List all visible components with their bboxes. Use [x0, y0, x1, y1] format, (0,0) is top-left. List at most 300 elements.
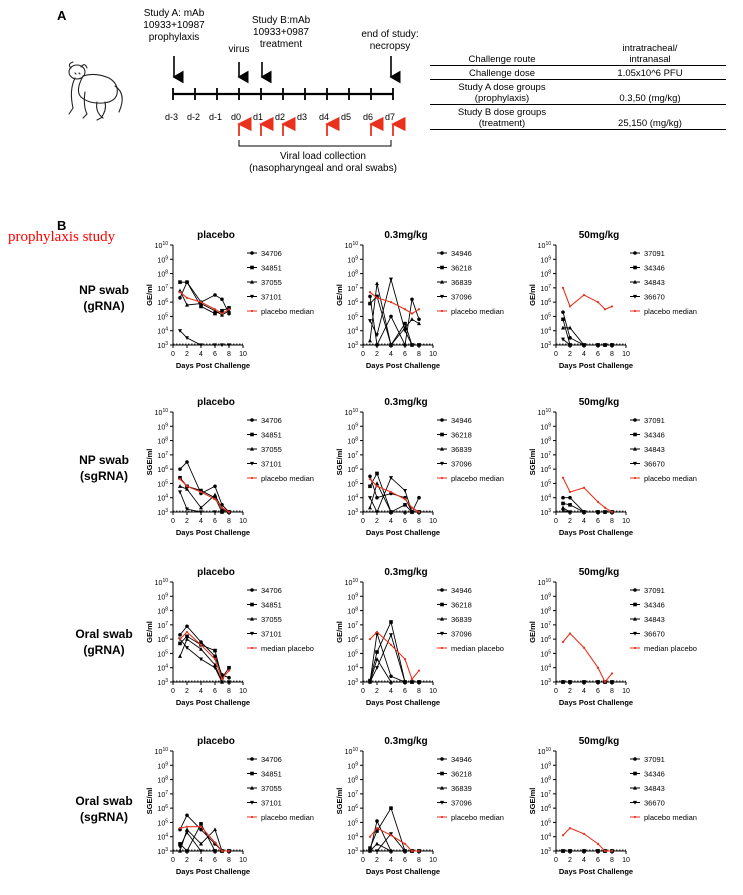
median-point: [179, 478, 181, 480]
x-tick-label: 0: [171, 688, 175, 695]
median-point: [179, 827, 181, 829]
y-axis-label: GE/ml: [528, 284, 537, 306]
legend-label: 37055: [261, 615, 282, 624]
chart-11: [335, 732, 540, 890]
x-tick-label: 2: [568, 857, 572, 864]
y-tick-label: $10^8$: [157, 269, 168, 279]
x-tick-label: 0: [171, 857, 175, 864]
table-label: Study A dose groups (prophylaxis): [430, 80, 574, 105]
median-point: [228, 308, 230, 310]
table-value: 25,150 (mg/kg): [574, 105, 726, 130]
legend-label: 36670: [644, 459, 665, 469]
x-tick-label: 6: [596, 857, 600, 864]
y-tick-label: $10^{10}$: [537, 747, 551, 756]
series-median: [562, 287, 613, 311]
median-point: [597, 667, 599, 669]
day-label: d0: [231, 112, 242, 122]
y-tick-label: $10^5$: [540, 312, 551, 322]
y-tick-label: $10^3$: [347, 847, 358, 856]
chart-6: [528, 393, 733, 551]
study-b-label: Study B:mAb 10933+0987 treatment: [251, 15, 311, 50]
y-tick-label: $10^3$: [347, 341, 358, 350]
y-axis-label: GE/ml: [145, 621, 154, 643]
data-point: [417, 317, 421, 321]
y-tick-label: $10^8$: [540, 436, 551, 446]
legend-label: 34346: [644, 600, 665, 610]
y-tick-label: $10^4$: [540, 663, 551, 673]
median-point: [604, 507, 606, 509]
row-label-np-grna: NP swab (gRNA): [79, 283, 129, 313]
legend-label: placebo median: [451, 813, 504, 822]
legend-marker: [440, 603, 444, 607]
y-axis-label: SGE/ml: [145, 448, 154, 476]
y-axis-label: SGE/ml: [528, 787, 537, 815]
median-point: [376, 485, 378, 487]
chart-title: 50mg/kg: [578, 736, 620, 747]
x-tick-label: 10: [622, 518, 630, 525]
median-point: [376, 297, 378, 299]
median-point: [411, 678, 413, 680]
y-tick-label: $10^6$: [347, 635, 358, 645]
x-tick-label: 6: [596, 351, 600, 358]
y-tick-label: $10^6$: [540, 298, 551, 308]
data-point: [213, 493, 217, 497]
y-tick-label: $10^5$: [540, 818, 551, 828]
y-axis-label: GE/ml: [335, 621, 344, 643]
y-tick-label: $10^{10}$: [537, 241, 551, 250]
y-tick-label: $10^5$: [540, 479, 551, 489]
median-point: [418, 669, 420, 671]
x-tick-label: 2: [375, 518, 379, 525]
x-tick-label: 8: [417, 857, 421, 864]
legend-marker: [634, 816, 636, 818]
x-axis-label: Days Post Challenge: [365, 528, 441, 537]
median-point: [604, 681, 606, 683]
y-tick-label: $10^9$: [540, 255, 551, 265]
median-line: [370, 632, 419, 679]
legend-label: 34946: [451, 755, 472, 764]
y-tick-label: $10^8$: [157, 775, 168, 785]
x-axis-label: Days Post Challenge: [558, 361, 634, 370]
legend-marker: [250, 418, 254, 422]
x-tick-label: 8: [227, 857, 231, 864]
legend-marker: [440, 266, 444, 270]
series-line: [370, 821, 419, 851]
y-tick-label: $10^9$: [540, 761, 551, 771]
median-point: [390, 834, 392, 836]
chart-8: [335, 563, 540, 721]
y-tick-label: $10^7$: [157, 283, 168, 293]
chart-title: 0.3mg/kg: [384, 230, 428, 241]
data-point: [199, 658, 203, 662]
data-point: [185, 813, 189, 817]
legend-marker: [633, 772, 637, 776]
viral-load-bracket: [239, 140, 391, 146]
x-axis-label: Days Post Challenge: [365, 867, 441, 876]
median-point: [611, 850, 613, 852]
x-axis-label: Days Post Challenge: [365, 361, 441, 370]
x-axis-label: Days Post Challenge: [175, 361, 251, 370]
y-tick-label: $10^8$: [347, 269, 358, 279]
series-line: [180, 636, 229, 677]
legend-label: 34946: [451, 249, 472, 258]
study-a-label: Study A: mAb 10933+10987 prophylaxis: [143, 8, 205, 43]
legend-marker: [251, 647, 253, 649]
legend-label: 34946: [451, 416, 472, 425]
legend-marker: [440, 588, 444, 592]
median-point: [611, 511, 613, 513]
legend-label: 36218: [451, 600, 472, 610]
y-tick-label: $10^4$: [347, 663, 358, 673]
chart-title: 50mg/kg: [578, 230, 620, 241]
median-point: [376, 827, 378, 829]
y-tick-label: $10^7$: [540, 450, 551, 460]
legend-label: 34706: [261, 416, 282, 425]
y-tick-label: $10^8$: [347, 606, 358, 616]
data-point: [389, 278, 393, 282]
y-tick-label: $10^6$: [347, 465, 358, 475]
median-point: [214, 308, 216, 310]
median-point: [583, 487, 585, 489]
chart-2: [335, 226, 540, 384]
median-point: [604, 308, 606, 310]
y-tick-label: $10^8$: [540, 269, 551, 279]
x-tick-label: 2: [185, 351, 189, 358]
legend-label: 36839: [451, 615, 472, 624]
y-tick-label: $10^8$: [347, 436, 358, 446]
y-tick-label: $10^4$: [540, 326, 551, 336]
y-tick-label: $10^3$: [347, 508, 358, 517]
legend-label: 34843: [644, 615, 665, 624]
data-point: [561, 506, 565, 510]
data-point: [213, 484, 217, 488]
x-tick-label: 4: [389, 857, 393, 864]
y-tick-label: $10^7$: [157, 450, 168, 460]
y-tick-label: $10^9$: [347, 761, 358, 771]
y-tick-label: $10^6$: [347, 298, 358, 308]
legend-label: 37101: [261, 629, 282, 639]
x-tick-label: 0: [554, 857, 558, 864]
data-point: [185, 827, 189, 831]
chart-title: placebo: [197, 397, 235, 408]
legend-label: placebo median: [261, 813, 314, 822]
x-tick-label: 8: [417, 351, 421, 358]
y-tick-label: $10^8$: [347, 775, 358, 785]
legend-label: 37091: [644, 586, 665, 595]
legend-label: 36670: [644, 629, 665, 639]
median-point: [597, 843, 599, 845]
row-label-np-sgrna: NP swab (sgRNA): [79, 453, 129, 483]
median-point: [569, 827, 571, 829]
median-point: [200, 491, 202, 493]
median-point: [376, 631, 378, 633]
y-tick-label: $10^4$: [540, 493, 551, 503]
y-tick-label: $10^{10}$: [537, 408, 551, 417]
median-point: [562, 641, 564, 643]
legend-marker: [633, 266, 637, 270]
y-tick-label: $10^6$: [540, 465, 551, 475]
median-point: [404, 658, 406, 660]
data-point: [568, 503, 572, 507]
x-tick-label: 2: [185, 518, 189, 525]
panel-a-letter: A: [57, 8, 67, 23]
y-tick-label: $10^9$: [157, 255, 168, 265]
x-tick-label: 0: [361, 688, 365, 695]
y-tick-label: $10^5$: [347, 479, 358, 489]
data-point: [178, 633, 182, 637]
x-tick-label: 10: [622, 857, 630, 864]
median-point: [569, 632, 571, 634]
day-label: d-3: [165, 112, 179, 122]
median-point: [186, 631, 188, 633]
chart-4: [145, 393, 350, 551]
y-axis-label: SGE/ml: [335, 448, 344, 476]
panel-b-letter: B: [57, 218, 67, 233]
data-point: [368, 506, 372, 510]
data-point: [403, 489, 407, 493]
day-label: d5: [341, 112, 352, 122]
series-median: [369, 291, 420, 315]
table-row: [430, 40, 726, 66]
median-point: [404, 843, 406, 845]
x-tick-label: 6: [403, 518, 407, 525]
legend-label: 34706: [261, 755, 282, 764]
legend-label: 37101: [261, 292, 282, 302]
series-36218: [368, 620, 421, 684]
y-tick-label: $10^6$: [347, 804, 358, 814]
chart-title: 50mg/kg: [578, 397, 620, 408]
table-label: Study B dose groups (treatment): [430, 105, 574, 130]
x-tick-label: 10: [429, 351, 437, 358]
median-point: [228, 669, 230, 671]
day-label: d7: [385, 112, 396, 122]
median-point: [611, 305, 613, 307]
data-point: [368, 474, 372, 478]
data-point: [213, 293, 217, 297]
y-tick-label: $10^3$: [157, 847, 168, 856]
viral-load-label: Viral load collection (nasopharyngeal and oral swabs): [249, 151, 397, 174]
day-label: d6: [363, 112, 374, 122]
x-tick-label: 4: [199, 857, 203, 864]
data-point: [561, 496, 565, 500]
y-axis-label: GE/ml: [145, 284, 154, 306]
data-point: [185, 624, 189, 628]
data-point: [178, 280, 182, 284]
legend-label: 37091: [644, 416, 665, 425]
chart-3: [528, 226, 733, 384]
y-tick-label: $10^5$: [157, 649, 168, 659]
data-point: [403, 343, 407, 347]
data-point: [227, 666, 231, 670]
y-tick-label: $10^7$: [347, 450, 358, 460]
chart-title: 0.3mg/kg: [384, 397, 428, 408]
legend-label: median placebo: [644, 644, 697, 653]
x-tick-label: 8: [227, 688, 231, 695]
median-point: [221, 850, 223, 852]
legend-label: placebo median: [451, 474, 504, 483]
y-tick-label: $10^6$: [540, 635, 551, 645]
data-point: [410, 317, 414, 321]
legend-label: 36218: [451, 263, 472, 273]
data-point: [213, 827, 217, 831]
legend-label: placebo median: [644, 307, 697, 316]
day-label: d1: [253, 112, 264, 122]
x-axis-label: Days Post Challenge: [365, 698, 441, 707]
legend-marker: [440, 251, 444, 255]
y-tick-label: $10^6$: [157, 635, 168, 645]
x-tick-label: 4: [389, 688, 393, 695]
y-tick-label: $10^4$: [347, 832, 358, 842]
y-tick-label: $10^6$: [157, 298, 168, 308]
y-tick-label: $10^5$: [157, 312, 168, 322]
x-tick-label: 10: [239, 518, 247, 525]
x-axis-label: Days Post Challenge: [558, 867, 634, 876]
y-tick-label: $10^7$: [540, 283, 551, 293]
x-tick-label: 0: [361, 857, 365, 864]
legend-label: median placebo: [451, 644, 504, 653]
y-tick-label: $10^6$: [540, 804, 551, 814]
x-tick-label: 6: [213, 688, 217, 695]
median-point: [369, 836, 371, 838]
legend-marker: [251, 310, 253, 312]
y-tick-label: $10^8$: [157, 436, 168, 446]
chart-9: [528, 563, 733, 721]
legend-label: 37096: [451, 292, 472, 302]
y-tick-label: $10^7$: [540, 620, 551, 630]
data-point: [375, 650, 379, 654]
chart-title: placebo: [197, 230, 235, 241]
day-label: d-1: [209, 112, 223, 122]
legend-label: 34851: [261, 769, 282, 779]
y-tick-label: $10^3$: [157, 341, 168, 350]
y-tick-label: $10^9$: [347, 422, 358, 432]
median-point: [179, 638, 181, 640]
legend-label: 36839: [451, 278, 472, 287]
data-point: [368, 302, 372, 306]
x-tick-label: 0: [171, 351, 175, 358]
x-axis-label: Days Post Challenge: [175, 867, 251, 876]
y-tick-label: $10^7$: [347, 789, 358, 799]
data-point: [417, 321, 421, 325]
data-point: [389, 315, 393, 319]
x-tick-label: 2: [375, 857, 379, 864]
y-tick-label: $10^7$: [540, 789, 551, 799]
data-point: [199, 822, 203, 826]
table-row: [430, 105, 726, 130]
legend-label: 34843: [644, 445, 665, 454]
legend-label: 36670: [644, 798, 665, 808]
x-tick-label: 0: [171, 518, 175, 525]
x-tick-label: 2: [568, 518, 572, 525]
x-tick-label: 2: [375, 688, 379, 695]
data-point: [403, 503, 407, 507]
legend-marker: [633, 757, 637, 761]
y-axis-label: GE/ml: [335, 284, 344, 306]
legend-marker: [250, 251, 254, 255]
median-point: [200, 644, 202, 646]
y-tick-label: $10^7$: [347, 620, 358, 630]
legend-label: 37101: [261, 798, 282, 808]
chart-title: 0.3mg/kg: [384, 567, 428, 578]
x-tick-label: 4: [582, 688, 586, 695]
series-line: [180, 626, 229, 677]
series-line: [370, 473, 419, 512]
median-point: [214, 498, 216, 500]
y-tick-label: $10^9$: [540, 592, 551, 602]
y-tick-label: $10^5$: [540, 649, 551, 659]
x-tick-label: 4: [582, 351, 586, 358]
data-point: [389, 806, 393, 810]
x-tick-label: 6: [213, 518, 217, 525]
y-tick-label: $10^9$: [157, 761, 168, 771]
median-point: [562, 834, 564, 836]
table-value: 1.05x10^6 PFU: [574, 66, 726, 80]
x-tick-label: 8: [227, 518, 231, 525]
x-tick-label: 8: [417, 688, 421, 695]
y-tick-label: $10^3$: [540, 847, 551, 856]
legend-marker: [634, 310, 636, 312]
y-tick-label: $10^4$: [157, 832, 168, 842]
legend-marker: [633, 603, 637, 607]
median-point: [418, 850, 420, 852]
data-point: [185, 460, 189, 464]
chart-5: [335, 393, 540, 551]
median-point: [214, 658, 216, 660]
data-point: [561, 310, 565, 314]
y-tick-label: $10^8$: [157, 606, 168, 616]
legend-label: 37101: [261, 459, 282, 469]
legend-label: placebo median: [261, 474, 314, 483]
x-tick-label: 4: [199, 518, 203, 525]
x-tick-label: 10: [429, 857, 437, 864]
y-tick-label: $10^{10}$: [154, 578, 168, 587]
y-tick-label: $10^9$: [347, 255, 358, 265]
legend-label: 36670: [644, 292, 665, 302]
x-tick-label: 0: [554, 351, 558, 358]
median-point: [597, 501, 599, 503]
x-tick-label: 4: [582, 857, 586, 864]
chart-12: [528, 732, 733, 890]
legend-marker: [250, 588, 254, 592]
legend-label: placebo median: [261, 307, 314, 316]
data-point: [417, 496, 421, 500]
day-label: d2: [275, 112, 286, 122]
data-point: [368, 339, 372, 343]
median-point: [369, 478, 371, 480]
median-point: [404, 498, 406, 500]
median-point: [214, 841, 216, 843]
legend-marker: [250, 772, 254, 776]
legend-label: 34851: [261, 263, 282, 273]
data-point: [561, 502, 565, 506]
series-37101: [178, 329, 231, 347]
legend-label: 37091: [644, 755, 665, 764]
x-tick-label: 4: [389, 351, 393, 358]
median-point: [597, 301, 599, 303]
data-point: [220, 297, 224, 301]
y-tick-label: $10^7$: [347, 283, 358, 293]
x-tick-label: 10: [622, 351, 630, 358]
y-tick-label: $10^4$: [540, 832, 551, 842]
y-tick-label: $10^5$: [157, 479, 168, 489]
x-tick-label: 6: [596, 518, 600, 525]
x-tick-label: 10: [429, 688, 437, 695]
legend-marker: [441, 816, 443, 818]
legend-label: 37055: [261, 445, 282, 454]
median-point: [221, 312, 223, 314]
legend-marker: [440, 772, 444, 776]
series-line: [180, 824, 229, 851]
